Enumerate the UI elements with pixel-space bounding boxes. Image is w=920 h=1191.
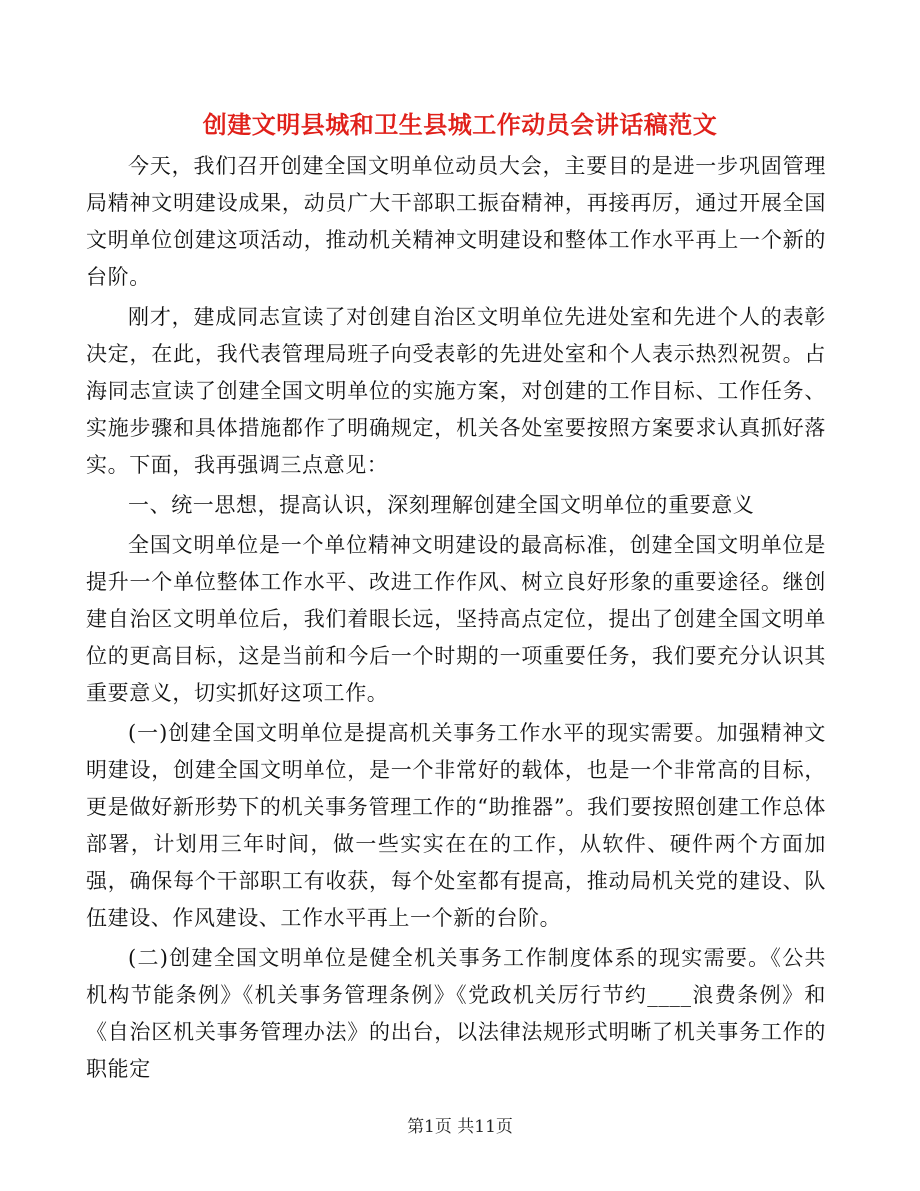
page-number: 第1页 共11页: [407, 1117, 513, 1137]
document-title: 创建文明县城和卫生县城工作动员会讲话稿范文: [202, 110, 718, 139]
paragraph-opening: 今天，我们召开创建全国文明单位动员大会，主要目的是进一步巩固管理局精神文明建设成果，动员广大干部职工振奋精神，再接再厉，通过开展全国文明单位创建这项活动，推动机关精神文明建设和整体工作水平再上一个新的台阶。: [86, 154, 826, 289]
paragraph-point-2: (二)创建全国文明单位是健全机关事务工作制度体系的现实需要。《公共机构节能条例》《机关事务管理条例》《党政机关厉行节约____浪费条例》和《自治区机关事务管理办法》的出台，以法律法规形式明晰了机关事务工作的职能定: [86, 946, 826, 1081]
paragraph-significance: 全国文明单位是一个单位精神文明建设的最高标准，创建全国文明单位是提升一个单位整体工作水平、改进工作作风、树立良好形象的重要途径。继创建自治区文明单位后，我们着眼长远，坚持高点定位，提出了创建全国文明单位的更高目标，这是当前和今后一个时期的一项重要任务，我们要充分认识其重要意义，切实抓好这项工作。: [86, 533, 826, 705]
paragraph-point-1: (一)创建全国文明单位是提高机关事务工作水平的现实需要。加强精神文明建设，创建全国文明单位，是一个非常好的载体，也是一个非常高的目标，更是做好新形势下的机关事务管理工作的“助推器”。我们要按照创建工作总体部署，计划用三年时间，做一些实实在在的工作，从软件、硬件两个方面加强，确保每个干部职工有收获，每个处室都有提高，推动局机关党的建设、队伍建设、作风建设、工作水平再上一个新的台阶。: [86, 721, 826, 930]
section-heading-1: 一、统一思想，提高认识，深刻理解创建全国文明单位的重要意义: [128, 493, 755, 517]
document-body: [86, 148, 826, 1091]
paragraph-commendation: 刚才，建成同志宣读了对创建自治区文明单位先进处室和先进个人的表彰决定，在此，我代表管理局班子向受表彰的先进处室和个人表示热烈祝贺。占海同志宣读了创建全国文明单位的实施方案，对创建的工作目标、工作任务、实施步骤和具体措施都作了明确规定，机关各处室要按照方案要求认真抓好落实。下面，我再强调三点意见：: [86, 305, 826, 477]
